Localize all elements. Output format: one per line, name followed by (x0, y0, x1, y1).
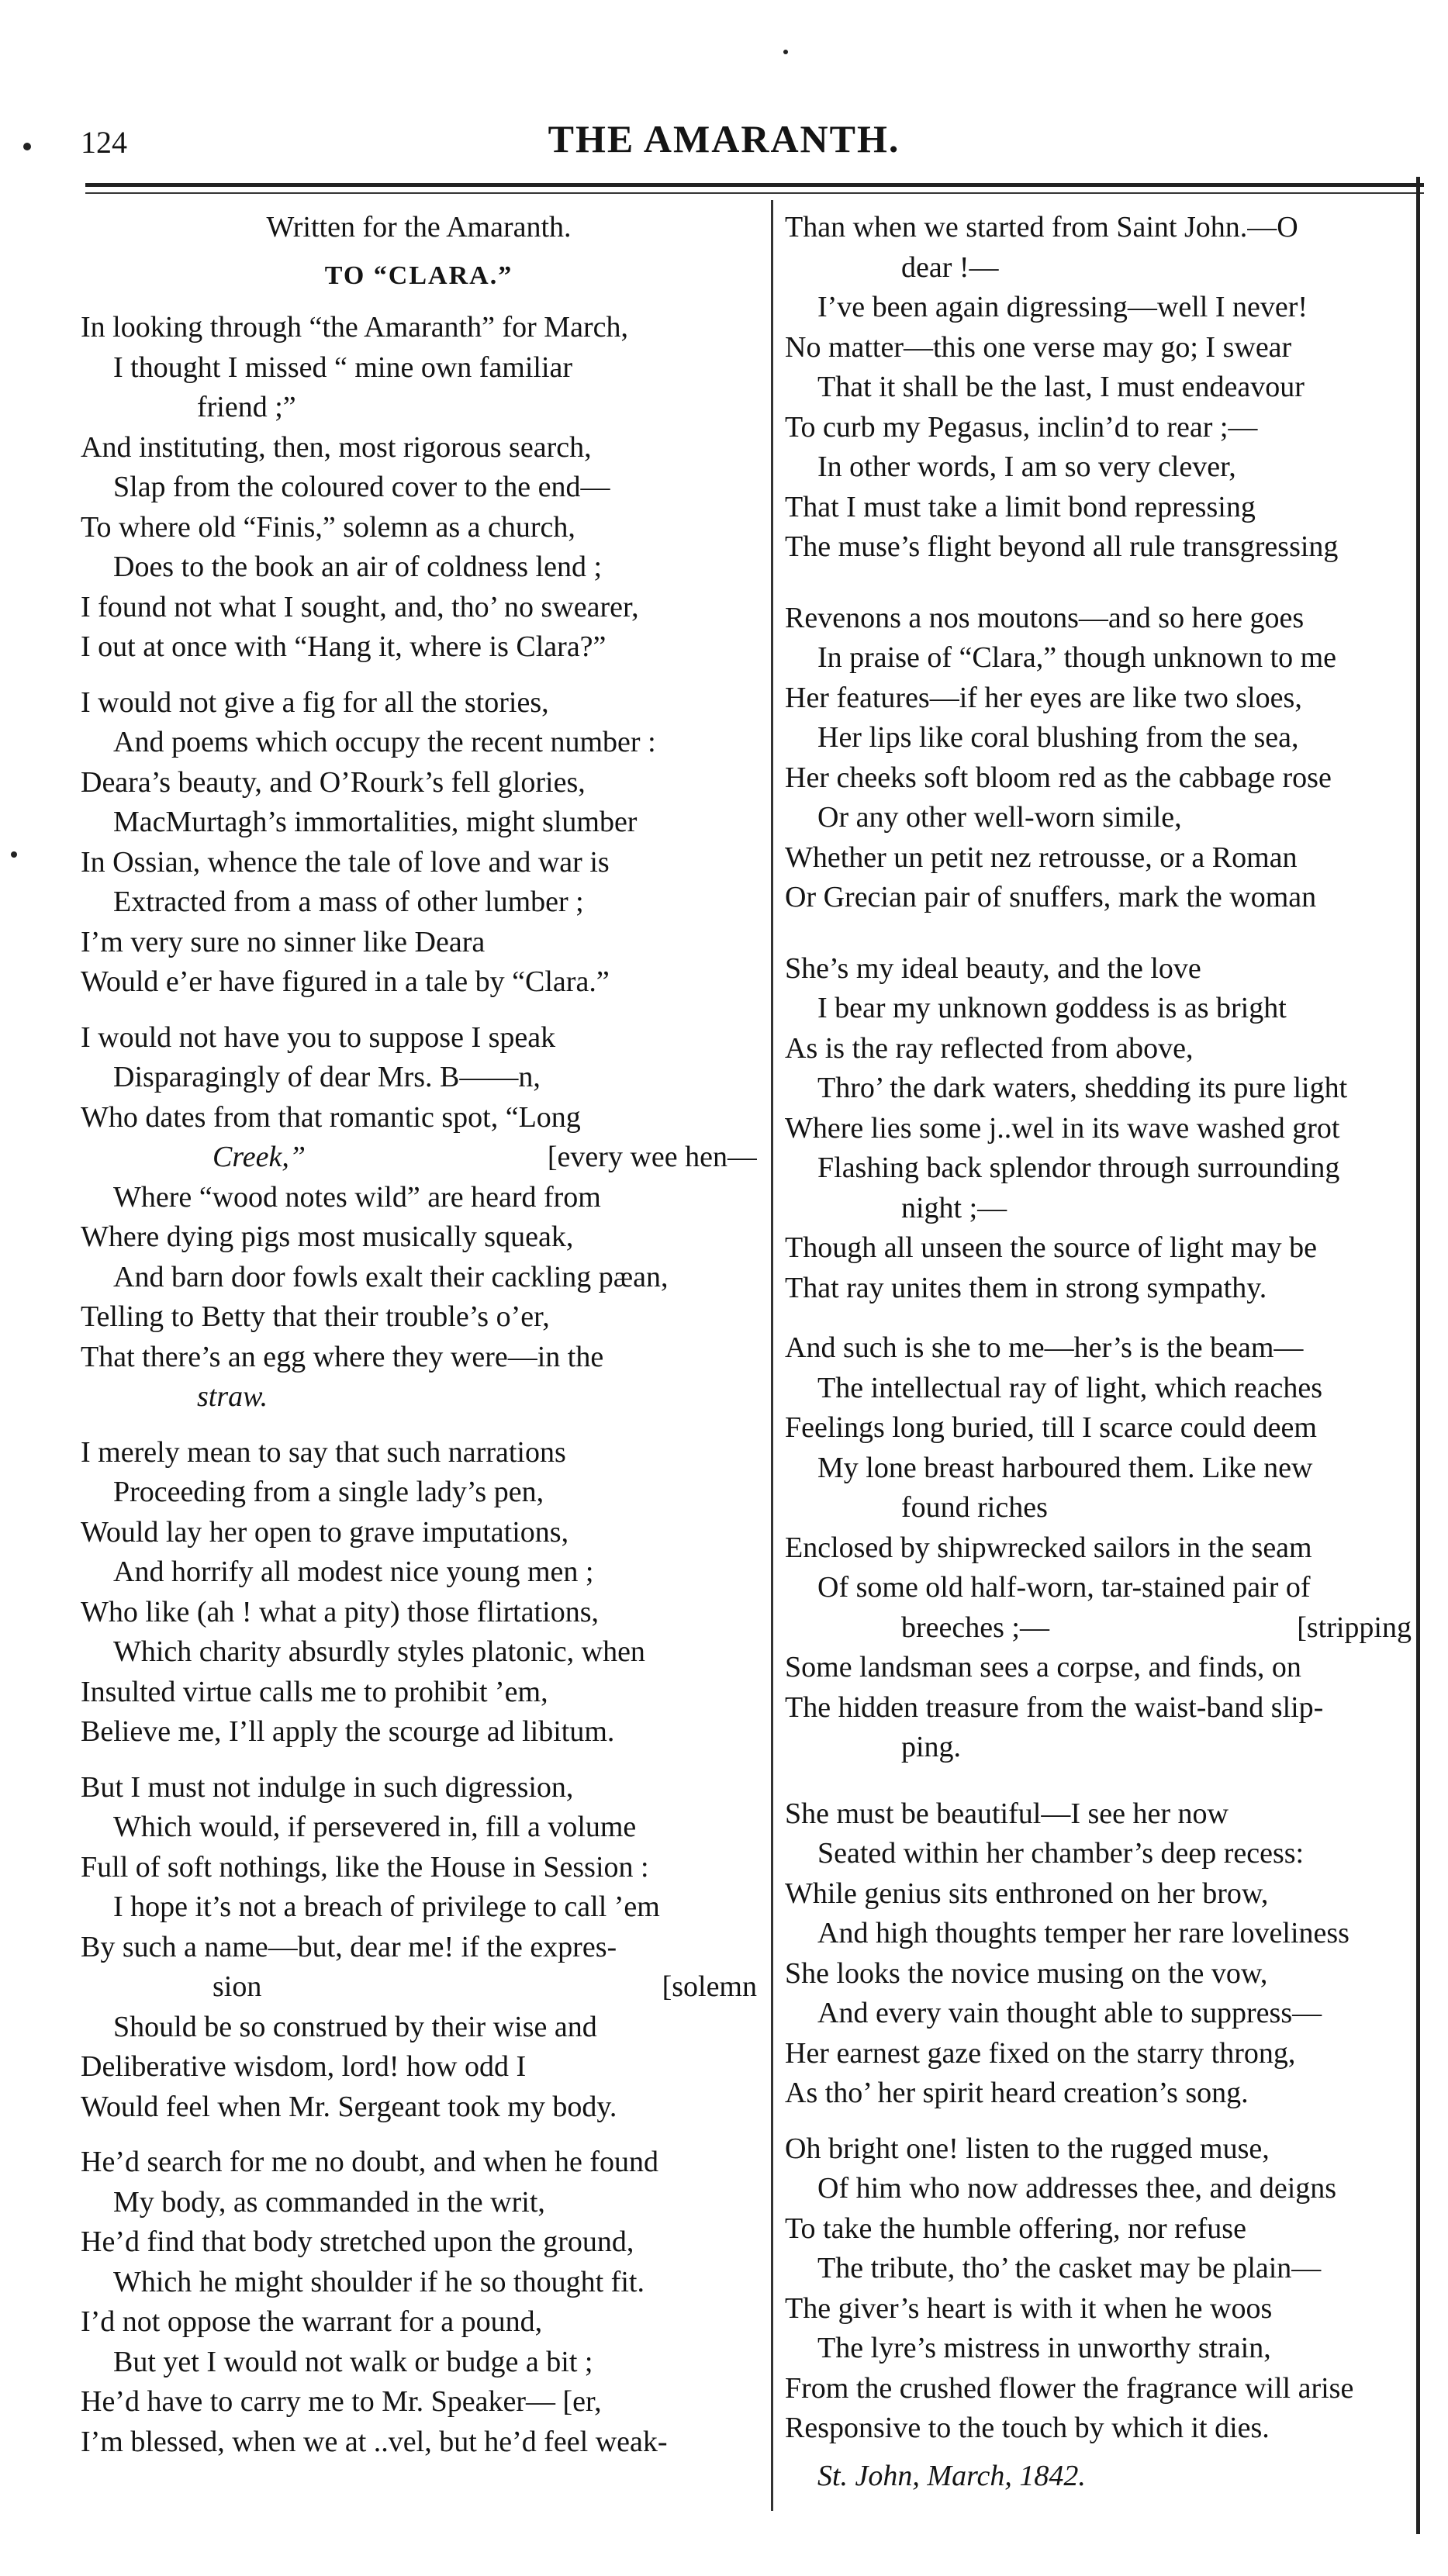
verse-line: Feelings long buried, till I scarce could deem (785, 1411, 1317, 1444)
verse-line: Does to the book an air of coldness lend ; (113, 551, 603, 583)
stanza (785, 208, 1412, 568)
verse-line: Would feel when Mr. Sergeant took my body. (81, 2090, 617, 2123)
verse-line: He’d find that body stretched upon the ground, (81, 2226, 634, 2258)
verse-line: Her cheeks soft bloom red as the cabbage rose (785, 761, 1332, 794)
verse-fragment: [solemn (662, 1970, 757, 2003)
ink-speck (11, 851, 17, 858)
stanza (81, 2143, 757, 2462)
verse-line: I thought I missed “ mine own familiar (113, 350, 573, 384)
verse-line: I’d not oppose the warrant for a pound, (81, 2305, 543, 2338)
verse-line: The muse’s flight beyond all rule transgressing (785, 530, 1339, 563)
verse-line: And instituting, then, most rigorous search, (81, 430, 592, 464)
verse-line-split (785, 1608, 1412, 1649)
verse-line: And such is she to me—her’s is the beam— (785, 1331, 1304, 1364)
verse-line: I bear my unknown goddess is as bright (817, 992, 1287, 1024)
verse-line: night ;— (901, 1191, 1007, 1224)
verse-line: From the crushed flower the fragrance will arise (785, 2371, 1354, 2405)
verse-line: My body, as commanded in the writ, (113, 2185, 545, 2219)
verse-line: dear !— (901, 250, 999, 284)
verse-line: I merely mean to say that such narrations (81, 1435, 566, 1469)
verse-line: And horrify all modest nice young men ; (113, 1556, 594, 1588)
verse-line: Responsive to the touch by which it dies. (785, 2412, 1270, 2444)
verse-line: Of him who now addresses thee, and deigns (817, 2172, 1337, 2205)
verse-line: Which charity absurdly styles platonic, when (113, 1635, 645, 1668)
verse-line: Disparagingly of dear Mrs. B——n, (113, 1061, 541, 1093)
verse-line: To where old “Finis,” solemn as a church, (81, 510, 575, 544)
verse-line: Where dying pigs most musically squeak, (81, 1221, 574, 1253)
verse-line: Proceeding from a single lady’s pen, (113, 1476, 544, 1508)
verse-line: And high thoughts temper her rare loveliness (817, 1917, 1350, 1949)
stanza (81, 1433, 757, 1752)
verse-line: Should be so construed by their wise and (113, 2010, 597, 2043)
verse-line: I’m very sure no sinner like Deara (81, 925, 486, 958)
verse-line: She must be beautiful—I see her now (785, 1797, 1229, 1830)
verse-line: Deara’s beauty, and O’Rourk’s fell glories, (81, 765, 586, 799)
verse-line: As tho’ her spirit heard creation’s song. (785, 2077, 1249, 2109)
verse-line: Revenons a nos moutons—and so here goes (785, 601, 1305, 634)
verse-fragment: sion (213, 1970, 262, 2003)
verse-line: The hidden treasure from the waist-band slip- (785, 1690, 1324, 1724)
verse-line: MacMurtagh’s immortalities, might slumber (113, 806, 638, 838)
title-dash (81, 248, 757, 256)
verse-line: friend ;” (197, 391, 296, 423)
verse-fragment: Creek,” (213, 1141, 306, 1173)
verse-line: That there’s an egg where they were—in the (81, 1340, 604, 1373)
verse-fragment: breeches ;— (901, 1611, 1049, 1644)
verse-line: Seated within her chamber’s deep recess: (817, 1837, 1305, 1870)
verse-line: The giver’s heart is with it when he woos (785, 2291, 1273, 2325)
verse-line: He’d search for me no doubt, and when he found (81, 2146, 658, 2178)
stanza (785, 2129, 1412, 2449)
magazine-title: THE AMARANTH. (548, 117, 900, 161)
verse-line: That it shall be the last, I must endeavour (817, 371, 1305, 403)
verse-line: Her features—if her eyes are like two sloes, (785, 681, 1302, 714)
page-edge-rule (1416, 177, 1420, 2534)
verse-line: I would not give a fig for all the stories, (81, 685, 549, 719)
verse-line: I’m blessed, when we at ..vel, but he’d feel weak- (81, 2425, 668, 2458)
verse-line: She’s my ideal beauty, and the love (785, 951, 1201, 985)
verse-line: While genius sits enthroned on her brow, (785, 1877, 1269, 1910)
verse-line: The lyre’s mistress in unworthy strain, (817, 2332, 1271, 2364)
verse-line: Enclosed by shipwrecked sailors in the seam (785, 1531, 1312, 1564)
verse-fragment: [every wee hen— (547, 1141, 757, 1173)
verse-line: Than when we started from Saint John.—O (785, 211, 1298, 243)
header-rule (85, 183, 1424, 187)
verse-line: But I must not indulge in such digression, (81, 1770, 574, 1804)
verse-line: By such a name—but, dear me! if the expres- (81, 1930, 617, 1963)
verse-line: I would not have you to suppose I speak (81, 1020, 556, 1054)
stanza (785, 599, 1412, 918)
verse-line: straw. (197, 1380, 268, 1413)
verse-line: But yet I would not walk or budge a bit ; (113, 2345, 593, 2378)
verse-line: My lone breast harboured them. Like new (817, 1451, 1313, 1484)
stanza (81, 308, 757, 668)
verse-line: That ray unites them in strong sympathy. (785, 1271, 1267, 1304)
stanza (81, 683, 757, 1003)
header-rule-thin (85, 192, 1424, 194)
verse-line: ping. (901, 1731, 962, 1763)
verse-line: Thro’ the dark waters, shedding its pure light (817, 1072, 1348, 1104)
verse-line: And barn door fowls exalt their cackling pæan, (113, 1260, 669, 1293)
verse-line: Or any other well-worn simile, (817, 801, 1182, 834)
verse-line: I out at once with “Hang it, where is Clara?” (81, 630, 607, 663)
verse-line: And poems which occupy the recent number : (113, 726, 656, 758)
verse-line: Her earnest gaze fixed on the starry throng, (785, 2036, 1296, 2070)
verse-line: Where lies some j..wel in its wave washed grot (785, 1111, 1340, 1145)
verse-line: I hope it’s not a breach of privilege to call ’em (113, 1891, 660, 1923)
verse-line: She looks the novice musing on the vow, (785, 1956, 1268, 1990)
verse-line: In praise of “Clara,” though unknown to me (817, 641, 1337, 674)
verse-line: I’ve been again digressing—well I never! (817, 291, 1308, 323)
written-for-note: Written for the Amaranth. (266, 211, 572, 243)
verse-line: I found not what I sought, and, tho’ no swearer, (81, 590, 639, 623)
page-number: 124 (81, 125, 127, 160)
verse-line: The tribute, tho’ the casket may be plain— (817, 2252, 1322, 2284)
verse-fragment: [stripping (1297, 1611, 1412, 1644)
signature-dateline: St. John, March, 1842. (817, 2459, 1086, 2492)
verse-line: Of some old half-worn, tar-stained pair of (817, 1571, 1311, 1604)
verse-line-split (81, 1138, 757, 1178)
verse-line: To take the humble offering, nor refuse (785, 2212, 1246, 2245)
verse-line: Extracted from a mass of other lumber ; (113, 886, 584, 918)
verse-line: Oh bright one! listen to the rugged muse, (785, 2132, 1270, 2165)
verse-line: Would e’er have figured in a tale by “Clara.” (81, 965, 610, 998)
column-divider (771, 200, 773, 2511)
ink-speck (783, 50, 788, 54)
verse-line: Whether un petit nez retrousse, or a Roman (785, 841, 1298, 874)
verse-line: Though all unseen the source of light may be (785, 1231, 1317, 1264)
stanza (785, 1328, 1412, 1768)
verse-line: Insulted virtue calls me to prohibit ’em, (81, 1675, 548, 1708)
verse-line: The intellectual ray of light, which reaches (817, 1371, 1323, 1404)
verse-line: And every vain thought able to suppress— (817, 1997, 1322, 2029)
verse-line: Deliberative wisdom, lord! how odd I (81, 2050, 527, 2083)
stanza (81, 1018, 757, 1417)
verse-line: In Ossian, whence the tale of love and war is (81, 845, 610, 879)
verse-line: Her lips like coral blushing from the sea, (817, 721, 1299, 754)
verse-line: Who like (ah ! what a pity) those flirtations, (81, 1595, 599, 1628)
verse-line: Believe me, I’ll apply the scourge ad libitum. (81, 1715, 615, 1748)
stanza (785, 1794, 1412, 2114)
verse-line: Where “wood notes wild” are heard from (113, 1180, 601, 1214)
verse-line: As is the ray reflected from above, (785, 1031, 1194, 1065)
verse-line: He’d have to carry me to Mr. Speaker— [er, (81, 2385, 602, 2418)
stanza (81, 1768, 757, 2128)
verse-line: In other words, I am so very clever, (817, 451, 1236, 483)
verse-line: Flashing back splendor through surrounding (817, 1152, 1340, 1184)
verse-line: Which he might shoulder if he so thought fit. (113, 2265, 645, 2298)
verse-line: In looking through “the Amaranth” for March, (81, 311, 628, 344)
stanza (785, 949, 1412, 1309)
verse-line: Telling to Betty that their trouble’s o’er, (81, 1300, 550, 1333)
verse-line: To curb my Pegasus, inclin’d to rear ;— (785, 410, 1258, 444)
verse-line: found riches (901, 1491, 1048, 1524)
verse-line-split (81, 1967, 757, 2008)
page-header (0, 0, 1448, 186)
left-column (81, 208, 757, 2462)
poem-title: TO “CLARA.” (324, 261, 513, 290)
right-column (785, 208, 1412, 2496)
verse-line: Or Grecian pair of snuffers, mark the woman (785, 881, 1317, 913)
verse-line: Which would, if persevered in, fill a volume (113, 1811, 637, 1843)
verse-line: Who dates from that romantic spot, “Long (81, 1100, 581, 1134)
verse-line: Full of soft nothings, like the House in Session : (81, 1850, 649, 1884)
verse-line: Some landsman sees a corpse, and finds, on (785, 1651, 1301, 1683)
verse-line: No matter—this one verse may go; I swear (785, 330, 1292, 364)
verse-line: Slap from the coloured cover to the end— (113, 471, 610, 503)
verse-line: Would lay her open to grave imputations, (81, 1515, 569, 1549)
verse-line: That I must take a limit bond repressing (785, 490, 1256, 523)
